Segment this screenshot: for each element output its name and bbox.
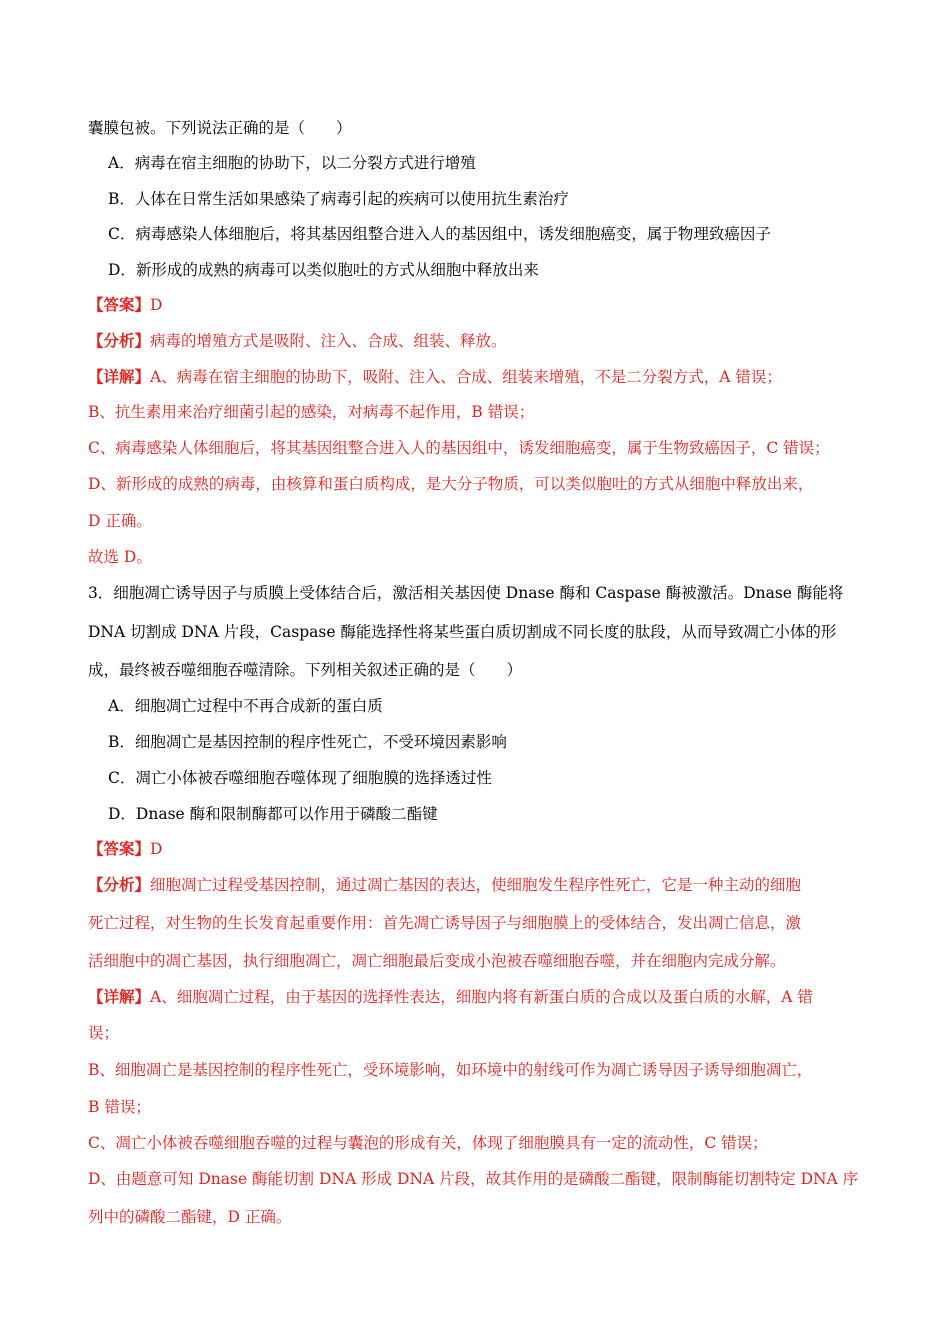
detail-text: A、细胞凋亡过程，由于基因的选择性表达，细胞内将有新蛋白质的合成以及蛋白质的水解，A 错 bbox=[150, 988, 813, 1006]
detail-line bbox=[88, 366, 782, 388]
analysis-line: 死亡过程，对生物的生长发育起重要作用：首先凋亡诱导因子与细胞膜上的受体结合，发出凋亡信息，激 bbox=[88, 914, 802, 932]
question-stem: DNA 切割成 DNA 片段，Caspase 酶能选择性将某些蛋白质切割成不同长度的肽段，从而导致凋亡小体的形 bbox=[88, 623, 837, 641]
question-stem: 囊膜包被。下列说法正确的是（ ） bbox=[88, 119, 352, 137]
answer-tag: 【答案】 bbox=[88, 295, 151, 314]
answer-tag: 【答案】 bbox=[88, 839, 151, 858]
answer-value: D bbox=[150, 840, 163, 858]
option-c: C．凋亡小体被吞噬细胞吞噬体现了细胞膜的选择透过性 bbox=[108, 769, 492, 787]
answer-line bbox=[88, 294, 162, 316]
detail-line: C、凋亡小体被吞噬细胞吞噬的过程与囊泡的形成有关，体现了细胞膜具有一定的流动性，C 错误； bbox=[88, 1134, 768, 1152]
answer-value: D bbox=[150, 296, 163, 314]
option-b: B．细胞凋亡是基因控制的程序性死亡，不受环境因素影响 bbox=[108, 733, 507, 751]
analysis-line bbox=[88, 330, 507, 352]
analysis-line bbox=[88, 874, 801, 896]
option-c: C．病毒感染人体细胞后，将其基因组整合进入人的基因组中，诱发细胞癌变，属于物理致癌因子 bbox=[108, 225, 771, 243]
option-a: A．病毒在宿主细胞的协助下，以二分裂方式进行增殖 bbox=[108, 154, 476, 172]
analysis-line: 活细胞中的凋亡基因，执行细胞凋亡，凋亡细胞最后变成小泡被吞噬细胞吞噬，并在细胞内完成分解。 bbox=[88, 952, 786, 970]
detail-line: B 错误； bbox=[88, 1098, 151, 1116]
conclusion-line: 故选 D。 bbox=[88, 548, 152, 566]
detail-tag: 【详解】 bbox=[88, 987, 151, 1006]
detail-text: A、病毒在宿主细胞的协助下，吸附、注入、合成、组装来增殖，不是二分裂方式，A 错误； bbox=[150, 368, 782, 386]
analysis-tag: 【分析】 bbox=[88, 331, 151, 350]
detail-line: D 正确。 bbox=[88, 512, 152, 530]
option-d: D．Dnase 酶和限制酶都可以作用于磷酸二酯键 bbox=[108, 805, 438, 823]
detail-line: D、新形成的成熟的病毒，由核算和蛋白质构成，是大分子物质，可以类似胞吐的方式从细胞中释放出来， bbox=[88, 475, 814, 493]
detail-line: B、细胞凋亡是基因控制的程序性死亡，受环境影响，如环境中的射线可作为凋亡诱导因子诱导细胞凋亡， bbox=[88, 1061, 813, 1079]
option-d: D．新形成的成熟的病毒可以类似胞吐的方式从细胞中释放出来 bbox=[108, 261, 539, 279]
detail-line: B、抗生素用来治疗细菌引起的感染，对病毒不起作用，B 错误； bbox=[88, 403, 535, 421]
detail-tag: 【详解】 bbox=[88, 367, 151, 386]
detail-line: 列中的磷酸二酯键，D 正确。 bbox=[88, 1208, 292, 1226]
detail-line: C、病毒感染人体细胞后，将其基因组整合进入人的基因组中，诱发细胞癌变，属于生物致癌因子，C 错误； bbox=[88, 439, 830, 457]
analysis-text: 病毒的增殖方式是吸附、注入、合成、组装、释放。 bbox=[150, 332, 507, 350]
question-stem: 成，最终被吞噬细胞吞噬清除。下列相关叙述正确的是（ ） bbox=[88, 661, 523, 679]
analysis-text: 细胞凋亡过程受基因控制，通过凋亡基因的表达，使细胞发生程序性死亡，它是一种主动的细胞 bbox=[150, 876, 802, 894]
detail-line: D、由题意可知 Dnase 酶能切割 DNA 形成 DNA 片段，故其作用的是磷酸二酯键，限制酶能切割特定 DNA 序 bbox=[88, 1170, 859, 1188]
option-a: A．细胞凋亡过程中不再合成新的蛋白质 bbox=[108, 697, 383, 715]
question-stem: 3．细胞凋亡诱导因子与质膜上受体结合后，激活相关基因使 Dnase 酶和 Caspase 酶被激活。Dnase 酶能将 bbox=[88, 584, 844, 602]
option-b: B．人体在日常生活如果感染了病毒引起的疾病可以使用抗生素治疗 bbox=[108, 190, 569, 208]
answer-line bbox=[88, 838, 162, 860]
detail-line bbox=[88, 986, 813, 1008]
detail-line: 误； bbox=[88, 1024, 120, 1042]
analysis-tag: 【分析】 bbox=[88, 875, 151, 894]
